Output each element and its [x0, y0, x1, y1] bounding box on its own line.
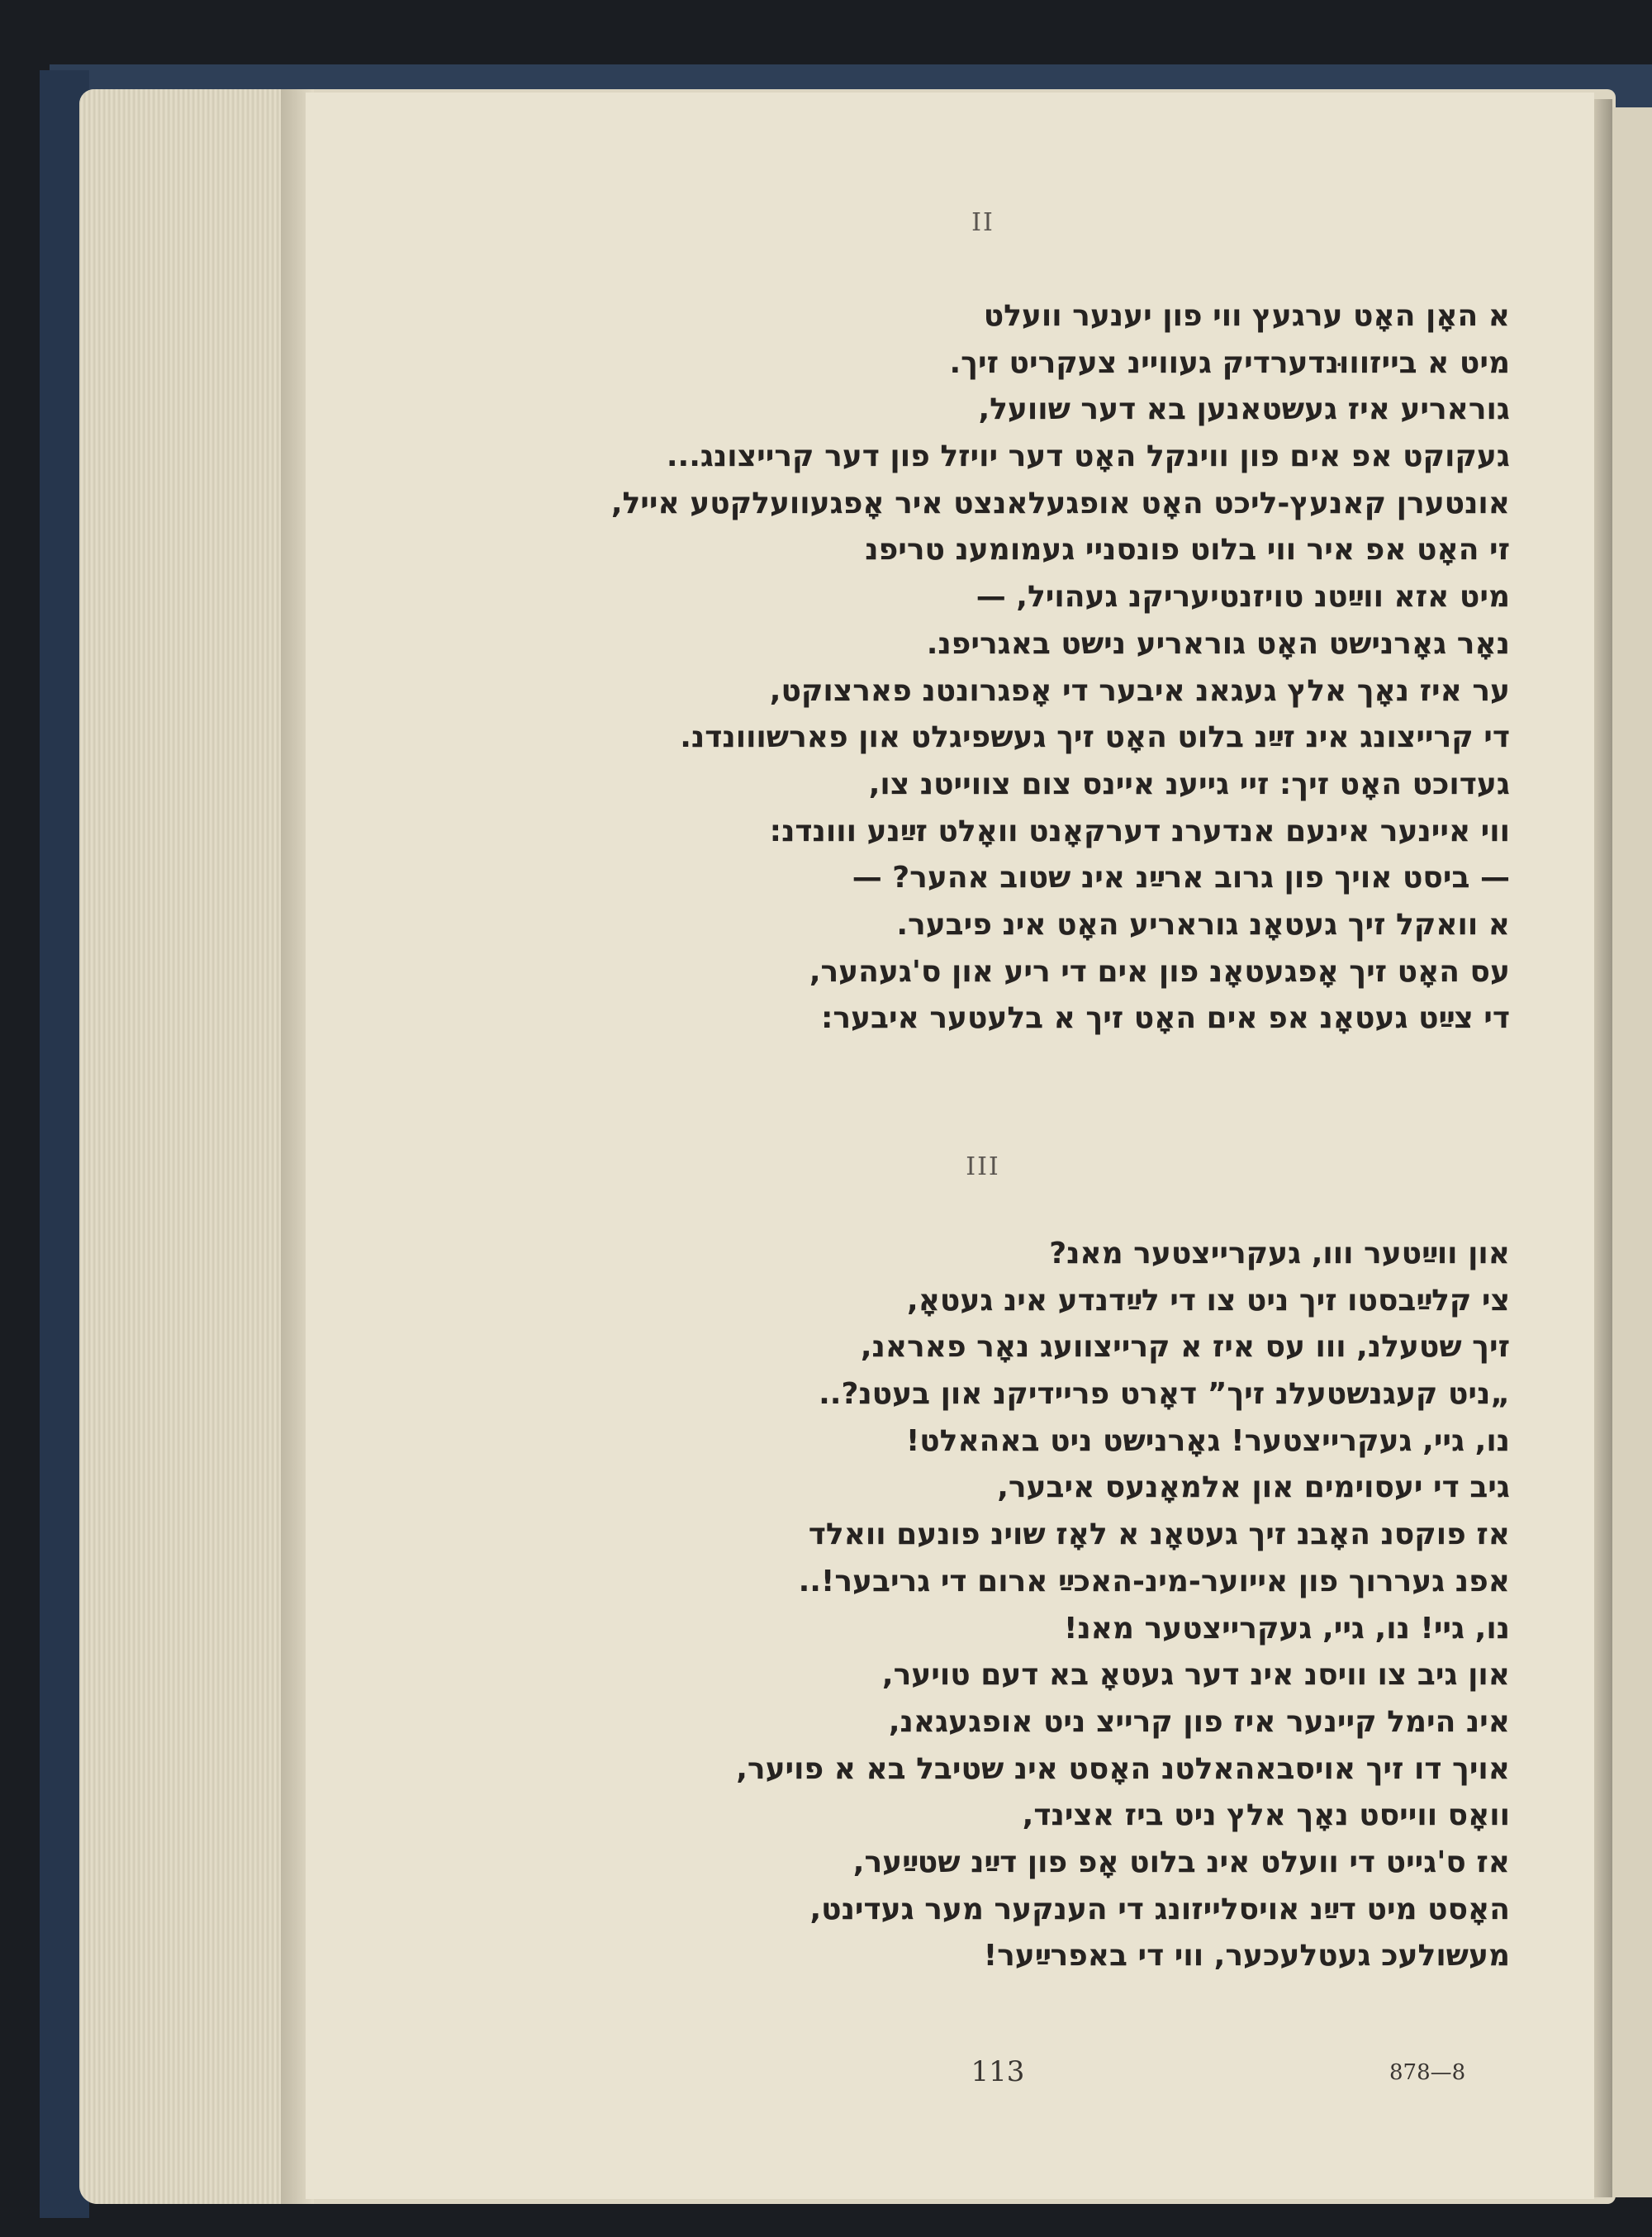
poem-line: און גיב צו וויסנ אינ דער געטאָ בא דעם טויער,: [881, 1658, 1510, 1693]
poem-line: די צײַט געטאָנ אפ אים האָט זיך א בלעטער איבער:: [820, 1001, 1510, 1036]
page-number: 113: [971, 2055, 1025, 2088]
poem-line: מיט א בייזוווּנדערדיק געוויינ צעקריט זיך.: [949, 345, 1510, 380]
poem-line: נו, גיי! נו, גיי, געקרייצטער מאנ!: [1063, 1611, 1510, 1646]
poem-line: מיט אזא ווײַטנ טויזנטיעריקנ געהויל, —: [976, 580, 1510, 615]
page-right-shadow: [1594, 99, 1612, 2197]
page-stack-edges: [79, 89, 294, 2204]
poem-line: גיב די יעסוימים און אלמאָנעס איבער,: [997, 1470, 1510, 1505]
poem-line: א האָן האָט ערגעץ ווי פון יענער וועלט: [983, 299, 1510, 333]
section-number-2: II: [971, 208, 995, 237]
poem-line: געדוכט האָט זיך: זיי גייענ איינס צום צווייטנ צו,: [868, 767, 1510, 801]
poem-line: ער איז נאָך אלץ געגאנ איבער די אָפגרונטנ פארצוקט,: [769, 673, 1510, 708]
poem-line: אויך דו זיך אויסבאהאלטנ האָסט אינ שטיבל בא א פויער,: [736, 1751, 1510, 1786]
facing-page-edge: [1612, 107, 1652, 2197]
poem-line: עס האָט זיך אָפגעטאָנ פון אים די ריע און ס'געהער,: [809, 954, 1510, 989]
poem-line: אונטערן קאנעץ-ליכט האָט אופגעלאנצט איר אָפגעוועלקטע אייל,: [610, 486, 1510, 520]
poem-line: האָסט מיט דײַנ אויסלייזונג די הענקער מער געדינט,: [809, 1892, 1510, 1926]
poem-line: זי האָט אפ איר ווי בלוט פונסניי געמומענ טריפנ: [865, 533, 1510, 568]
poem-line: צי קלײַבסטו זיך ניט צו די לײַדנדע אינ געטאָ,: [907, 1283, 1510, 1318]
poem-line: ווי איינער אינעם אנדערנ דערקאָנט וואָלט זײַנע ווונדנ:: [769, 814, 1510, 848]
poem-line: „ניט קעגנשטעלנ זיך” דאָרט פריידיקנ און בעטנ?..: [819, 1377, 1510, 1412]
poem-line: אפנ געררוך פון אייוער-מינ-האכײַ ארום די גריבער!..: [798, 1564, 1510, 1598]
section-number-3: III: [966, 1152, 1000, 1181]
poem-line: וואָס ווייסט נאָך אלץ ניט ביז אצינד,: [1022, 1798, 1510, 1833]
section-2-poem: [370, 293, 1510, 1043]
poem-line: — ביסט אויך פון גרוב ארײַנ אינ שטוב אהער? —: [852, 861, 1510, 895]
printer-signature-mark: 878—8: [1389, 2060, 1466, 2085]
poem-line: נאָר גאָרנישט האָט גוראריע נישט באגריפנ.: [926, 626, 1510, 661]
poem-line: אינ הימל קיינער איז פון קרייצ ניט אופגעגאנ,: [888, 1704, 1510, 1739]
section-3-poem: [370, 1231, 1510, 1980]
poem-line: א וואקל זיך געטאָנ גוראריע האָט אינ פיבער.: [896, 907, 1510, 942]
poem-line: מעשולעכ געטלעכער, ווי די באפרײַער!: [983, 1939, 1510, 1973]
poem-line: אז פוקסנ האָבנ זיך געטאָנ א לאָז שוינ פונעם וואלד: [808, 1517, 1510, 1552]
poem-line: גוראריע איז געשטאנען בא דער שוועל,: [978, 392, 1510, 427]
poem-line: און ווײַטער ווו, געקרייצטער מאנ?: [1049, 1237, 1510, 1270]
poem-line: די קרייצונג אינ זײַנ בלוט האָט זיך געשפיגלט און פארשווונדנ.: [680, 720, 1510, 755]
poem-line: אז ס'גייט די וועלט אינ בלוט אָפ פון דײַנ שטײַער,: [852, 1845, 1510, 1879]
poem-line: געקוקט אפ אים פון ווינקל האָט דער יויזל פון דער קרייצונג...: [666, 439, 1510, 474]
poem-line: זיך שטעלנ, ווו עס איז א קרייצוועג נאָר פאראנ,: [860, 1330, 1510, 1365]
poem-line: נו, גיי, געקרייצטער! גאָרנישט ניט באהאלט!: [905, 1423, 1510, 1458]
